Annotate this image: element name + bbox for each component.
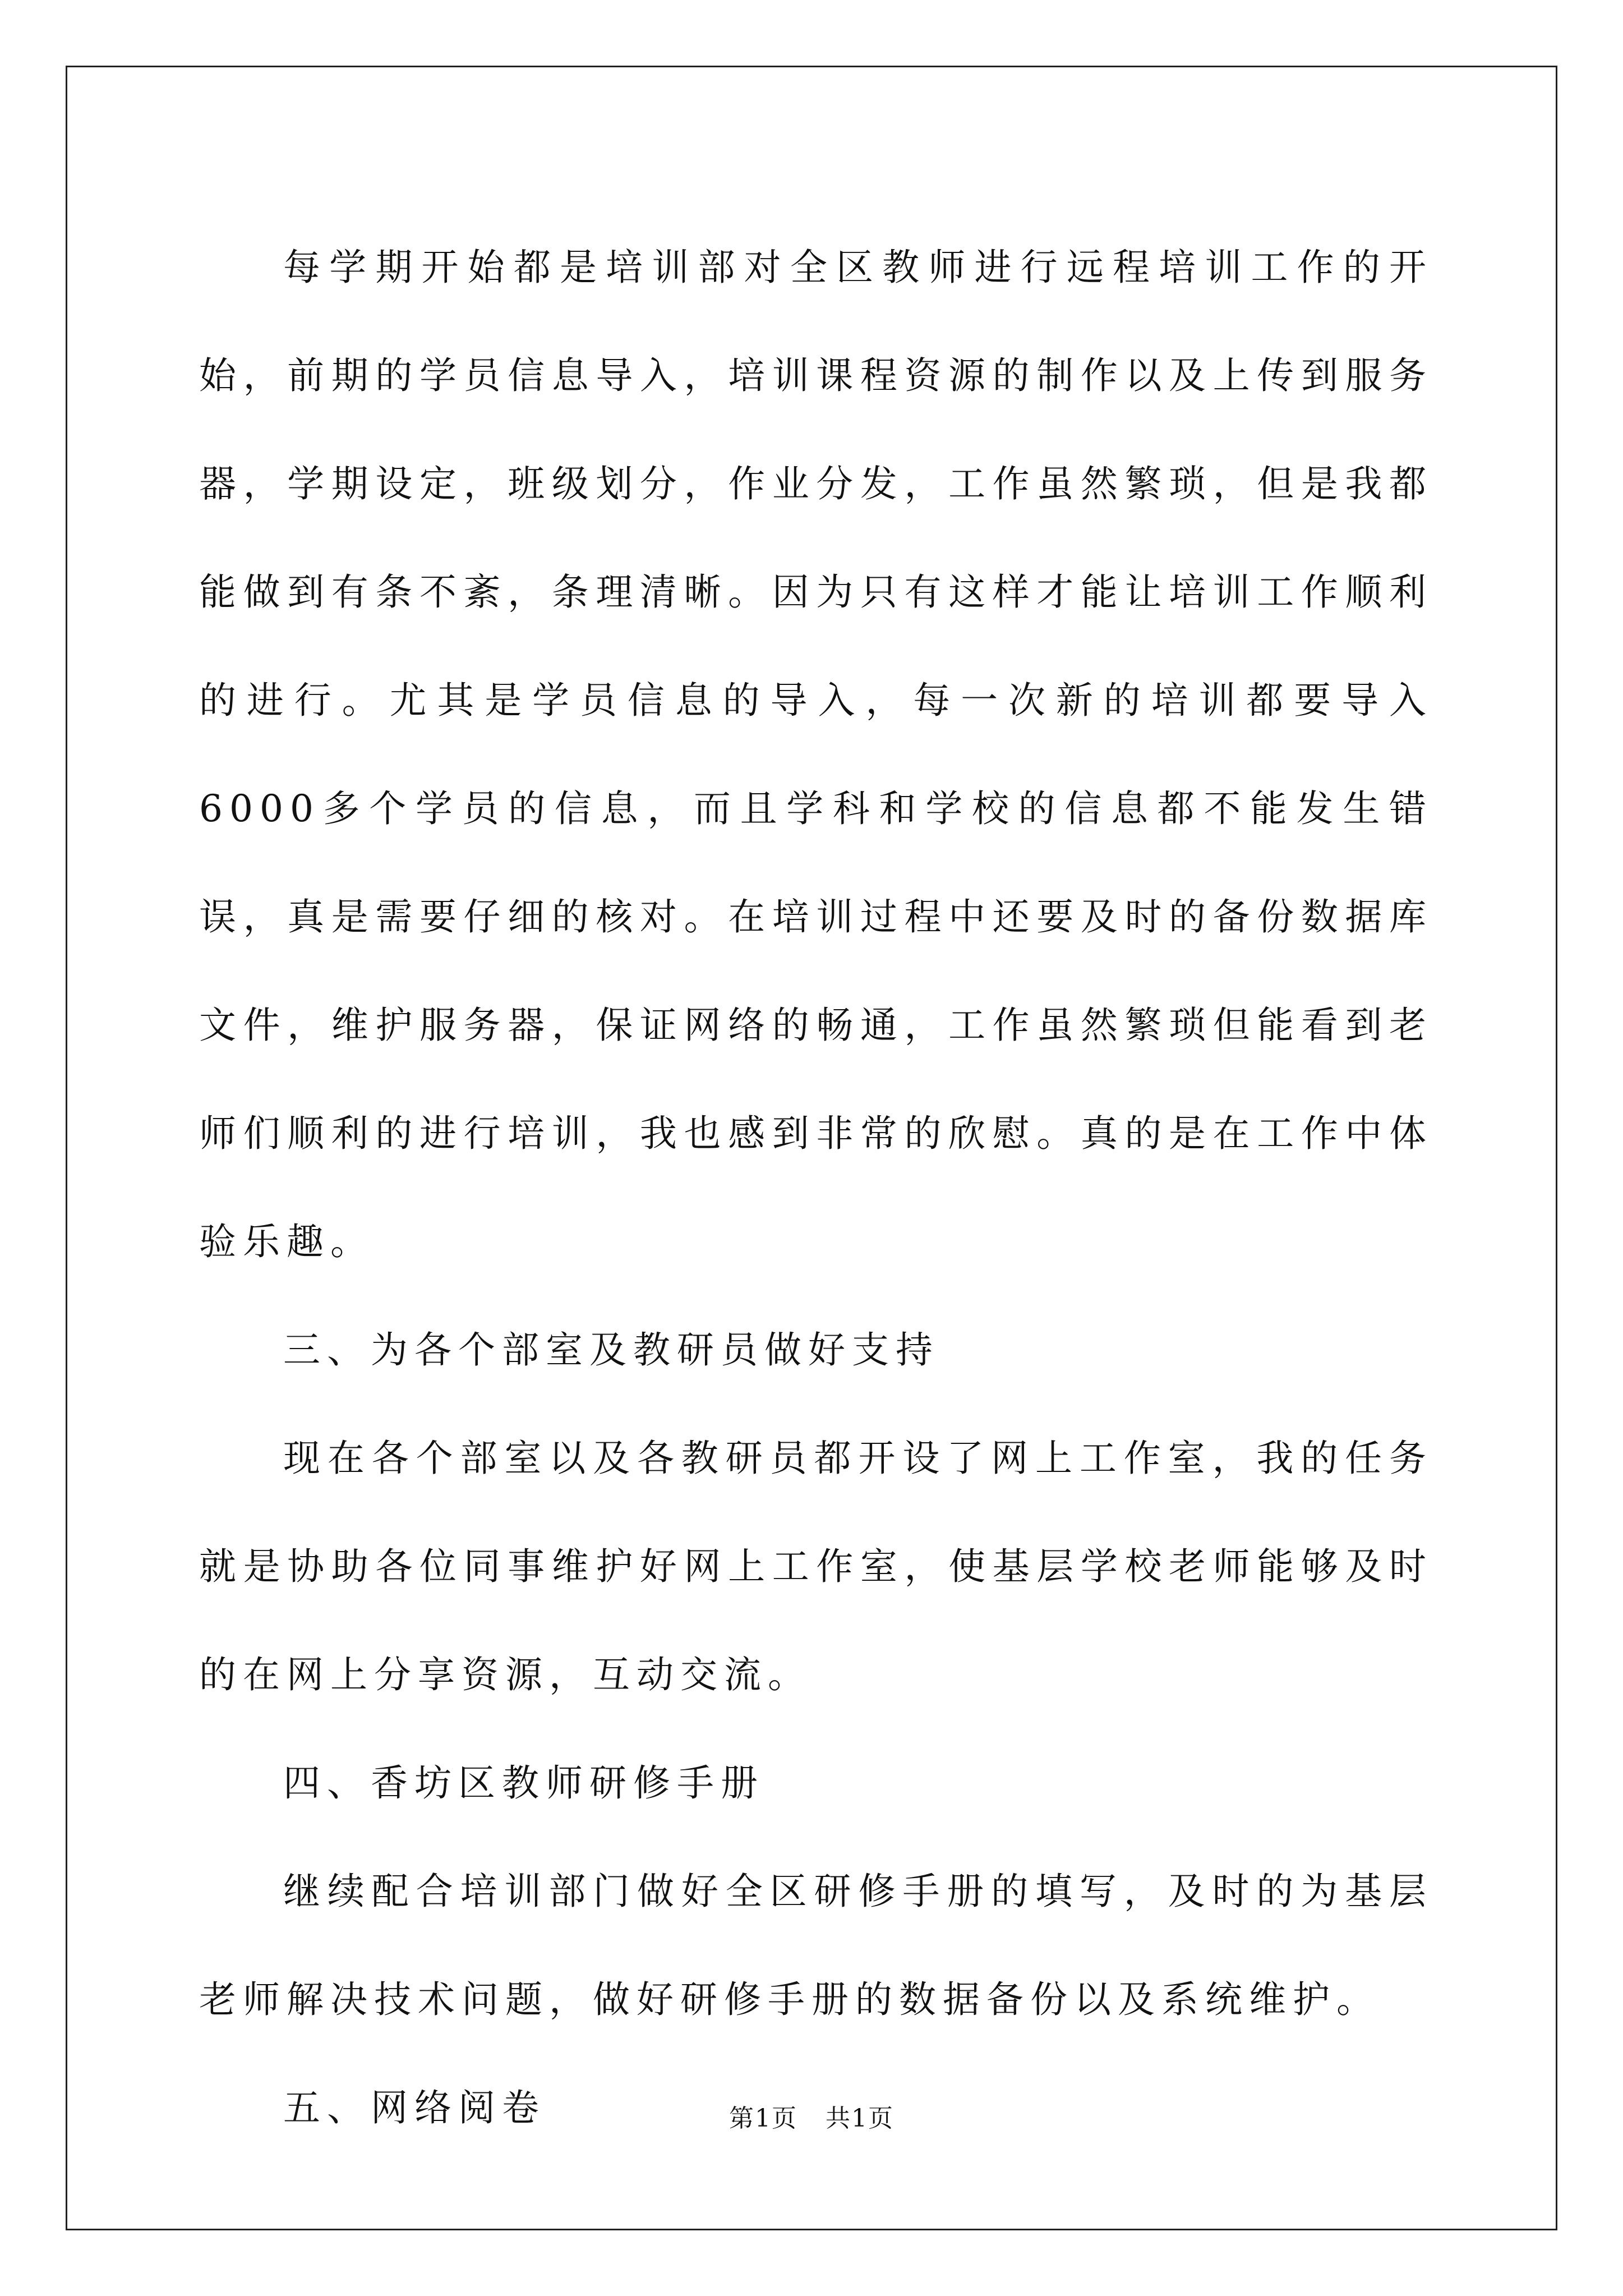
paragraph-remote-training: 每学期开始都是培训部对全区教师进行远程培训工作的开始，前期的学员信息导入，培训课程资源的制作以及上传到服务器，学期设定，班级划分，作业分发，工作虽然繁琐，但是我都能做到有条不紊，条理清晰。因为只有这样才能让培训工作顺利的进行。尤其是学员信息的导入，每一次新的培训都要导入6000多个学员的信息，而且学科和学校的信息都不能发生错误，真是需要仔细的核对。在培训过程中还要及时的备份数据库文件，维护服务器，保证网络的畅通，工作虽然繁琐但能看到老师们顺利的进行培训，我也感到非常的欣慰。真的是在工作中体验乐趣。 [199, 246, 1433, 1263]
page-number-current: 第1页 [729, 2104, 797, 2133]
page-footer [0, 2098, 1623, 2134]
heading-section-four: 四、香坊区教师研修手册 [283, 1761, 764, 1805]
paragraph-online-studio: 现在各个部室以及各教研员都开设了网上工作室，我的任务就是协助各位同事维护好网上工作室，使基层学校老师能够及时的在网上分享资源，互动交流。 [199, 1437, 1433, 1696]
heading-section-five: 五、网络阅卷 [283, 2086, 546, 2129]
paragraph-handbook: 继续配合培训部门做好全区研修手册的填写，及时的为基层老师解决技术问题，做好研修手册的数据备份以及系统维护。 [199, 1870, 1433, 2021]
page-number-total: 共1页 [826, 2104, 894, 2133]
document-body [199, 213, 1433, 2162]
heading-section-three: 三、为各个部室及教研员做好支持 [283, 1328, 939, 1372]
